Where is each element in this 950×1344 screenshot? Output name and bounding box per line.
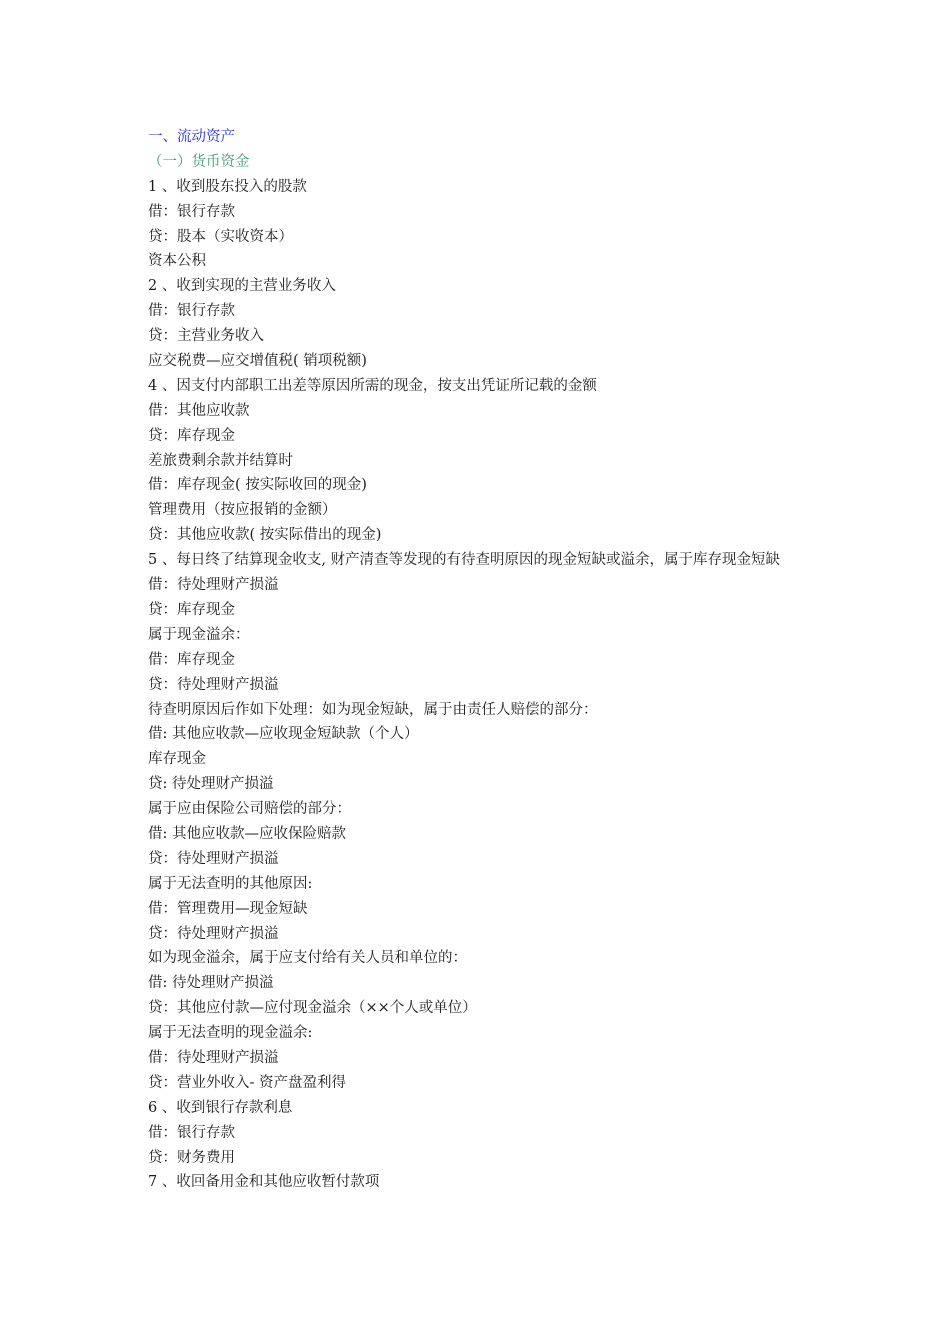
- text-line: 库存现金: [148, 751, 206, 768]
- text-line: 贷：营业外收入- 资产盘盈利得: [148, 1074, 347, 1091]
- text-line: 属于无法查明的其他原因:: [148, 875, 313, 892]
- text-line: 待查明原因后作如下处理：如为现金短缺，属于由责任人赔偿的部分：: [148, 701, 598, 718]
- text-line: 贷：待处理财产损溢: [148, 850, 279, 867]
- text-paragraph: 5 、每日终了结算现金收支, 财产清查等发现的有待查明原因的现金短缺或溢余，属于库存现金短缺: [148, 552, 781, 569]
- text-line: 管理费用（按应报销的金额）: [148, 502, 337, 519]
- subsection-heading: （一）货币资金: [148, 153, 250, 170]
- text-line: 借: 其他应收款—应收现金短缺款（个人）: [148, 726, 419, 743]
- text-line: 借：银行存款: [148, 203, 235, 220]
- text-line: 属于现金溢余：: [148, 626, 250, 643]
- text-line: 贷：股本（实收资本）: [148, 228, 293, 245]
- text-line: 借：待处理财产损溢: [148, 577, 279, 594]
- text-line: 借: 待处理财产损溢: [148, 975, 274, 992]
- text-line: 贷：财务费用: [148, 1149, 235, 1166]
- section-heading: 一、流动资产: [148, 129, 235, 145]
- text-line: 借：库存现金: [148, 651, 235, 668]
- text-line: 借：银行存款: [148, 1124, 235, 1141]
- text-line: 贷：其他应付款—应付现金溢余（××个人或单位）: [148, 1000, 477, 1017]
- text-line: 属于应由保险公司赔偿的部分：: [148, 801, 351, 818]
- text-line: 应交税费—应交增值税( 销项税额): [148, 353, 367, 370]
- text-line: 借：库存现金( 按实际收回的现金): [148, 477, 367, 494]
- text-line: 属于无法查明的现金溢余:: [148, 1025, 313, 1042]
- text-line: 借：管理费用—现金短缺: [148, 900, 308, 917]
- text-line: 贷：其他应收款( 按实际借出的现金): [148, 527, 382, 544]
- text-line: 4 、因支付内部职工出差等原因所需的现金，按支出凭证所记载的金额: [148, 377, 597, 394]
- text-line: 贷: 待处理财产损溢: [148, 776, 274, 793]
- text-line: 资本公积: [148, 253, 206, 270]
- text-line: 7 、收回备用金和其他应收暂付款项: [148, 1174, 380, 1191]
- text-line: 借：银行存款: [148, 303, 235, 320]
- text-line: 贷：待处理财产损溢: [148, 925, 279, 942]
- text-line: 差旅费剩余款并结算时: [148, 452, 293, 469]
- text-line: 贷：库存现金: [148, 601, 235, 618]
- text-line: 贷：主营业务收入: [148, 328, 264, 345]
- text-line: 贷：待处理财产损溢: [148, 676, 279, 693]
- document-page: [148, 125, 828, 1195]
- text-line: 2 、收到实现的主营业务收入: [148, 278, 336, 295]
- text-line: 如为现金溢余，属于应支付给有关人员和单位的：: [148, 950, 467, 967]
- text-line: 借：其他应收款: [148, 402, 250, 419]
- text-line: 6 、收到银行存款利息: [148, 1099, 293, 1116]
- text-line: 借: 其他应收款—应收保险赔款: [148, 825, 346, 842]
- text-line: 1 、收到股东投入的股款: [148, 178, 307, 195]
- text-line: 借：待处理财产损溢: [148, 1049, 279, 1066]
- text-line: 贷：库存现金: [148, 427, 235, 444]
